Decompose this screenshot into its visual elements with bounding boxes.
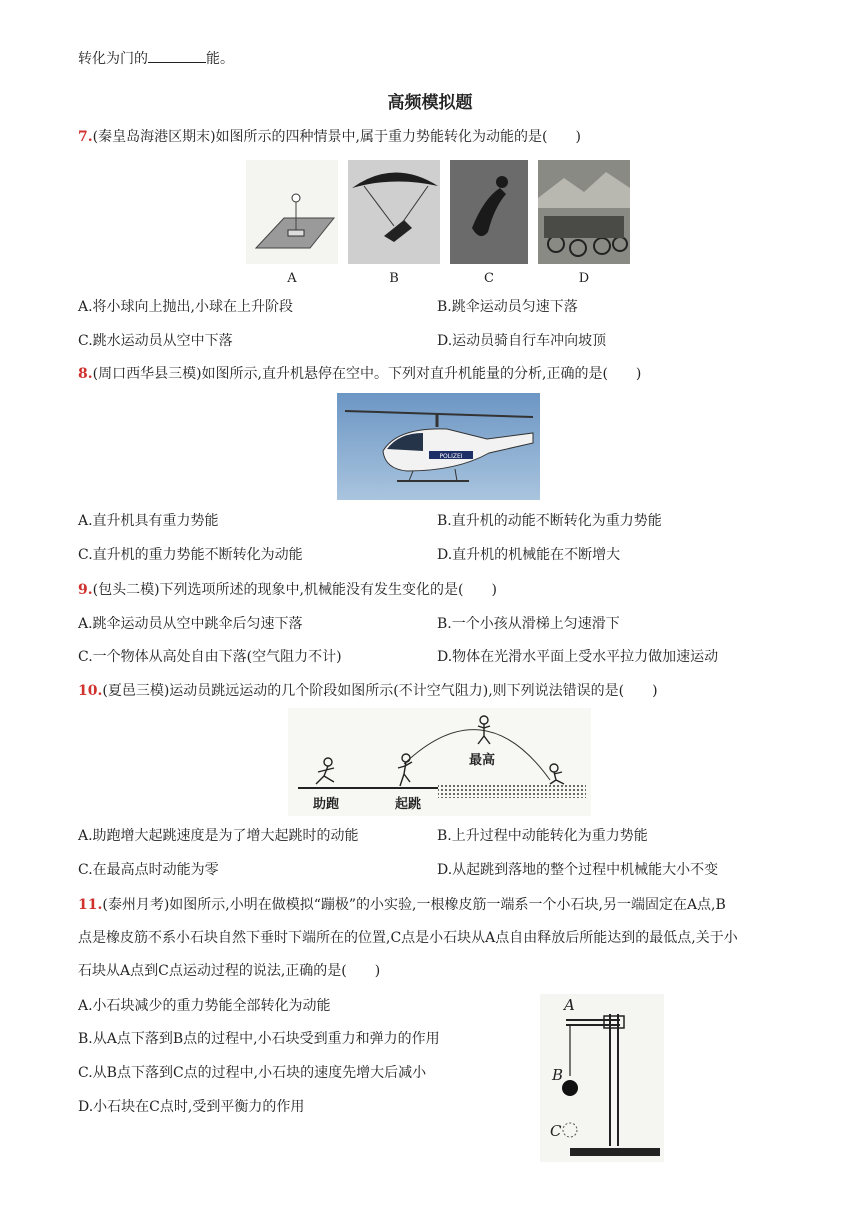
q8-helicopter-photo xyxy=(337,393,540,500)
q11-option-a: A.小石块减少的重力势能全部转化为动能 xyxy=(78,998,331,1014)
q8-helicopter-label: POLIZEI xyxy=(439,453,463,460)
q10-option-a: A.助跑增大起跳速度是为了增大起跳时的动能 xyxy=(78,828,359,844)
q7-option-c: C.跳水运动员从空中下落 xyxy=(78,333,233,349)
point-a-label: A xyxy=(564,996,575,1014)
q10-long-jump-figure xyxy=(288,708,591,816)
point-c-label: C xyxy=(550,1122,562,1140)
q7-figure-b xyxy=(348,160,440,264)
q7-label-b: B xyxy=(389,271,399,286)
q10-option-d: D.从起跳到落地的整个过程中机械能大小不变 xyxy=(437,862,719,878)
q10-label-takeoff: 起跳 xyxy=(394,797,422,812)
q7-option-a: A.将小球向上抛出,小球在上升阶段 xyxy=(78,299,294,315)
q7-option-b: B.跳伞运动员匀速下落 xyxy=(437,299,578,315)
q10-label-peak: 最高 xyxy=(468,753,496,768)
q10-option-b: B.上升过程中动能转化为重力势能 xyxy=(437,828,648,844)
continuation-line xyxy=(78,48,234,69)
q7-figure-d xyxy=(538,160,630,264)
q9-option-d: D.物体在光滑水平面上受水平拉力做加速运动 xyxy=(437,649,719,665)
section-title: 高频模拟题 xyxy=(387,93,473,113)
q8-option-d: D.直升机的机械能在不断增大 xyxy=(437,547,621,563)
q7-figure xyxy=(244,158,632,288)
question-11-stem-line-2: 点是橡皮筋不系小石块自然下垂时下端所在的位置,C点是小石块从A点自由释放后所能达到的最低点,关于小 xyxy=(78,930,738,946)
q10-label-run: 助跑 xyxy=(312,797,340,812)
question-text: (包头二模)下列选项所述的现象中,机械能没有发生变化的是( ) xyxy=(92,582,497,598)
q9-option-a: A.跳伞运动员从空中跳伞后匀速下落 xyxy=(78,616,303,632)
q7-label-d: D xyxy=(578,271,590,286)
q11-option-d: D.小石块在C点时,受到平衡力的作用 xyxy=(78,1099,305,1115)
q7-figure-c xyxy=(450,160,528,264)
question-text: (夏邑三模)运动员跳远运动的几个阶段如图所示(不计空气阻力),则下列说法错误的是( ) xyxy=(102,683,658,699)
q9-option-c: C.一个物体从高处自由下落(空气阻力不计) xyxy=(78,649,342,665)
question-11-stem-line-1 xyxy=(78,895,726,915)
q8-option-c: C.直升机的重力势能不断转化为动能 xyxy=(78,547,303,563)
q7-label-c: C xyxy=(484,271,494,286)
question-10-stem xyxy=(78,681,658,701)
question-number: 8. xyxy=(78,366,93,382)
question-text: (泰州月考)如图所示,小明在做模拟“蹦极”的小实验,一根橡皮筋一端系一个小石块,另一端固定在A点,B xyxy=(102,897,726,913)
q11-option-b: B.从A点下落到B点的过程中,小石块受到重力和弹力的作用 xyxy=(78,1031,440,1047)
q8-option-b: B.直升机的动能不断转化为重力势能 xyxy=(437,513,662,529)
question-number: 7. xyxy=(78,129,93,145)
question-number: 11. xyxy=(78,897,103,913)
continuation-text-after: 能。 xyxy=(206,51,234,67)
question-9-stem xyxy=(78,580,497,600)
q7-label-a: A xyxy=(287,271,297,286)
q7-figure-a xyxy=(246,160,338,264)
continuation-text-before: 转化为门的 xyxy=(78,51,148,67)
question-number: 10. xyxy=(78,683,103,699)
q9-option-b: B.一个小孩从滑梯上匀速滑下 xyxy=(437,616,620,632)
question-7-stem xyxy=(78,127,581,147)
q8-option-a: A.直升机具有重力势能 xyxy=(78,513,219,529)
q10-option-c: C.在最高点时动能为零 xyxy=(78,862,219,878)
q11-bungee-apparatus xyxy=(540,994,664,1162)
point-b-label: B xyxy=(552,1066,564,1084)
question-11-stem-line-3: 石块从A点到C点运动过程的说法,正确的是( ) xyxy=(78,963,381,979)
fill-blank xyxy=(148,48,206,63)
question-8-stem xyxy=(78,364,641,384)
question-number: 9. xyxy=(78,582,93,598)
q11-option-c: C.从B点下落到C点的过程中,小石块的速度先增大后减小 xyxy=(78,1065,427,1081)
question-text: (秦皇岛海港区期末)如图所示的四种情景中,属于重力势能转化为动能的是( ) xyxy=(92,129,581,145)
question-text: (周口西华县三模)如图所示,直升机悬停在空中。下列对直升机能量的分析,正确的是( ) xyxy=(92,366,642,382)
q7-option-d: D.运动员骑自行车冲向坡顶 xyxy=(437,333,607,349)
